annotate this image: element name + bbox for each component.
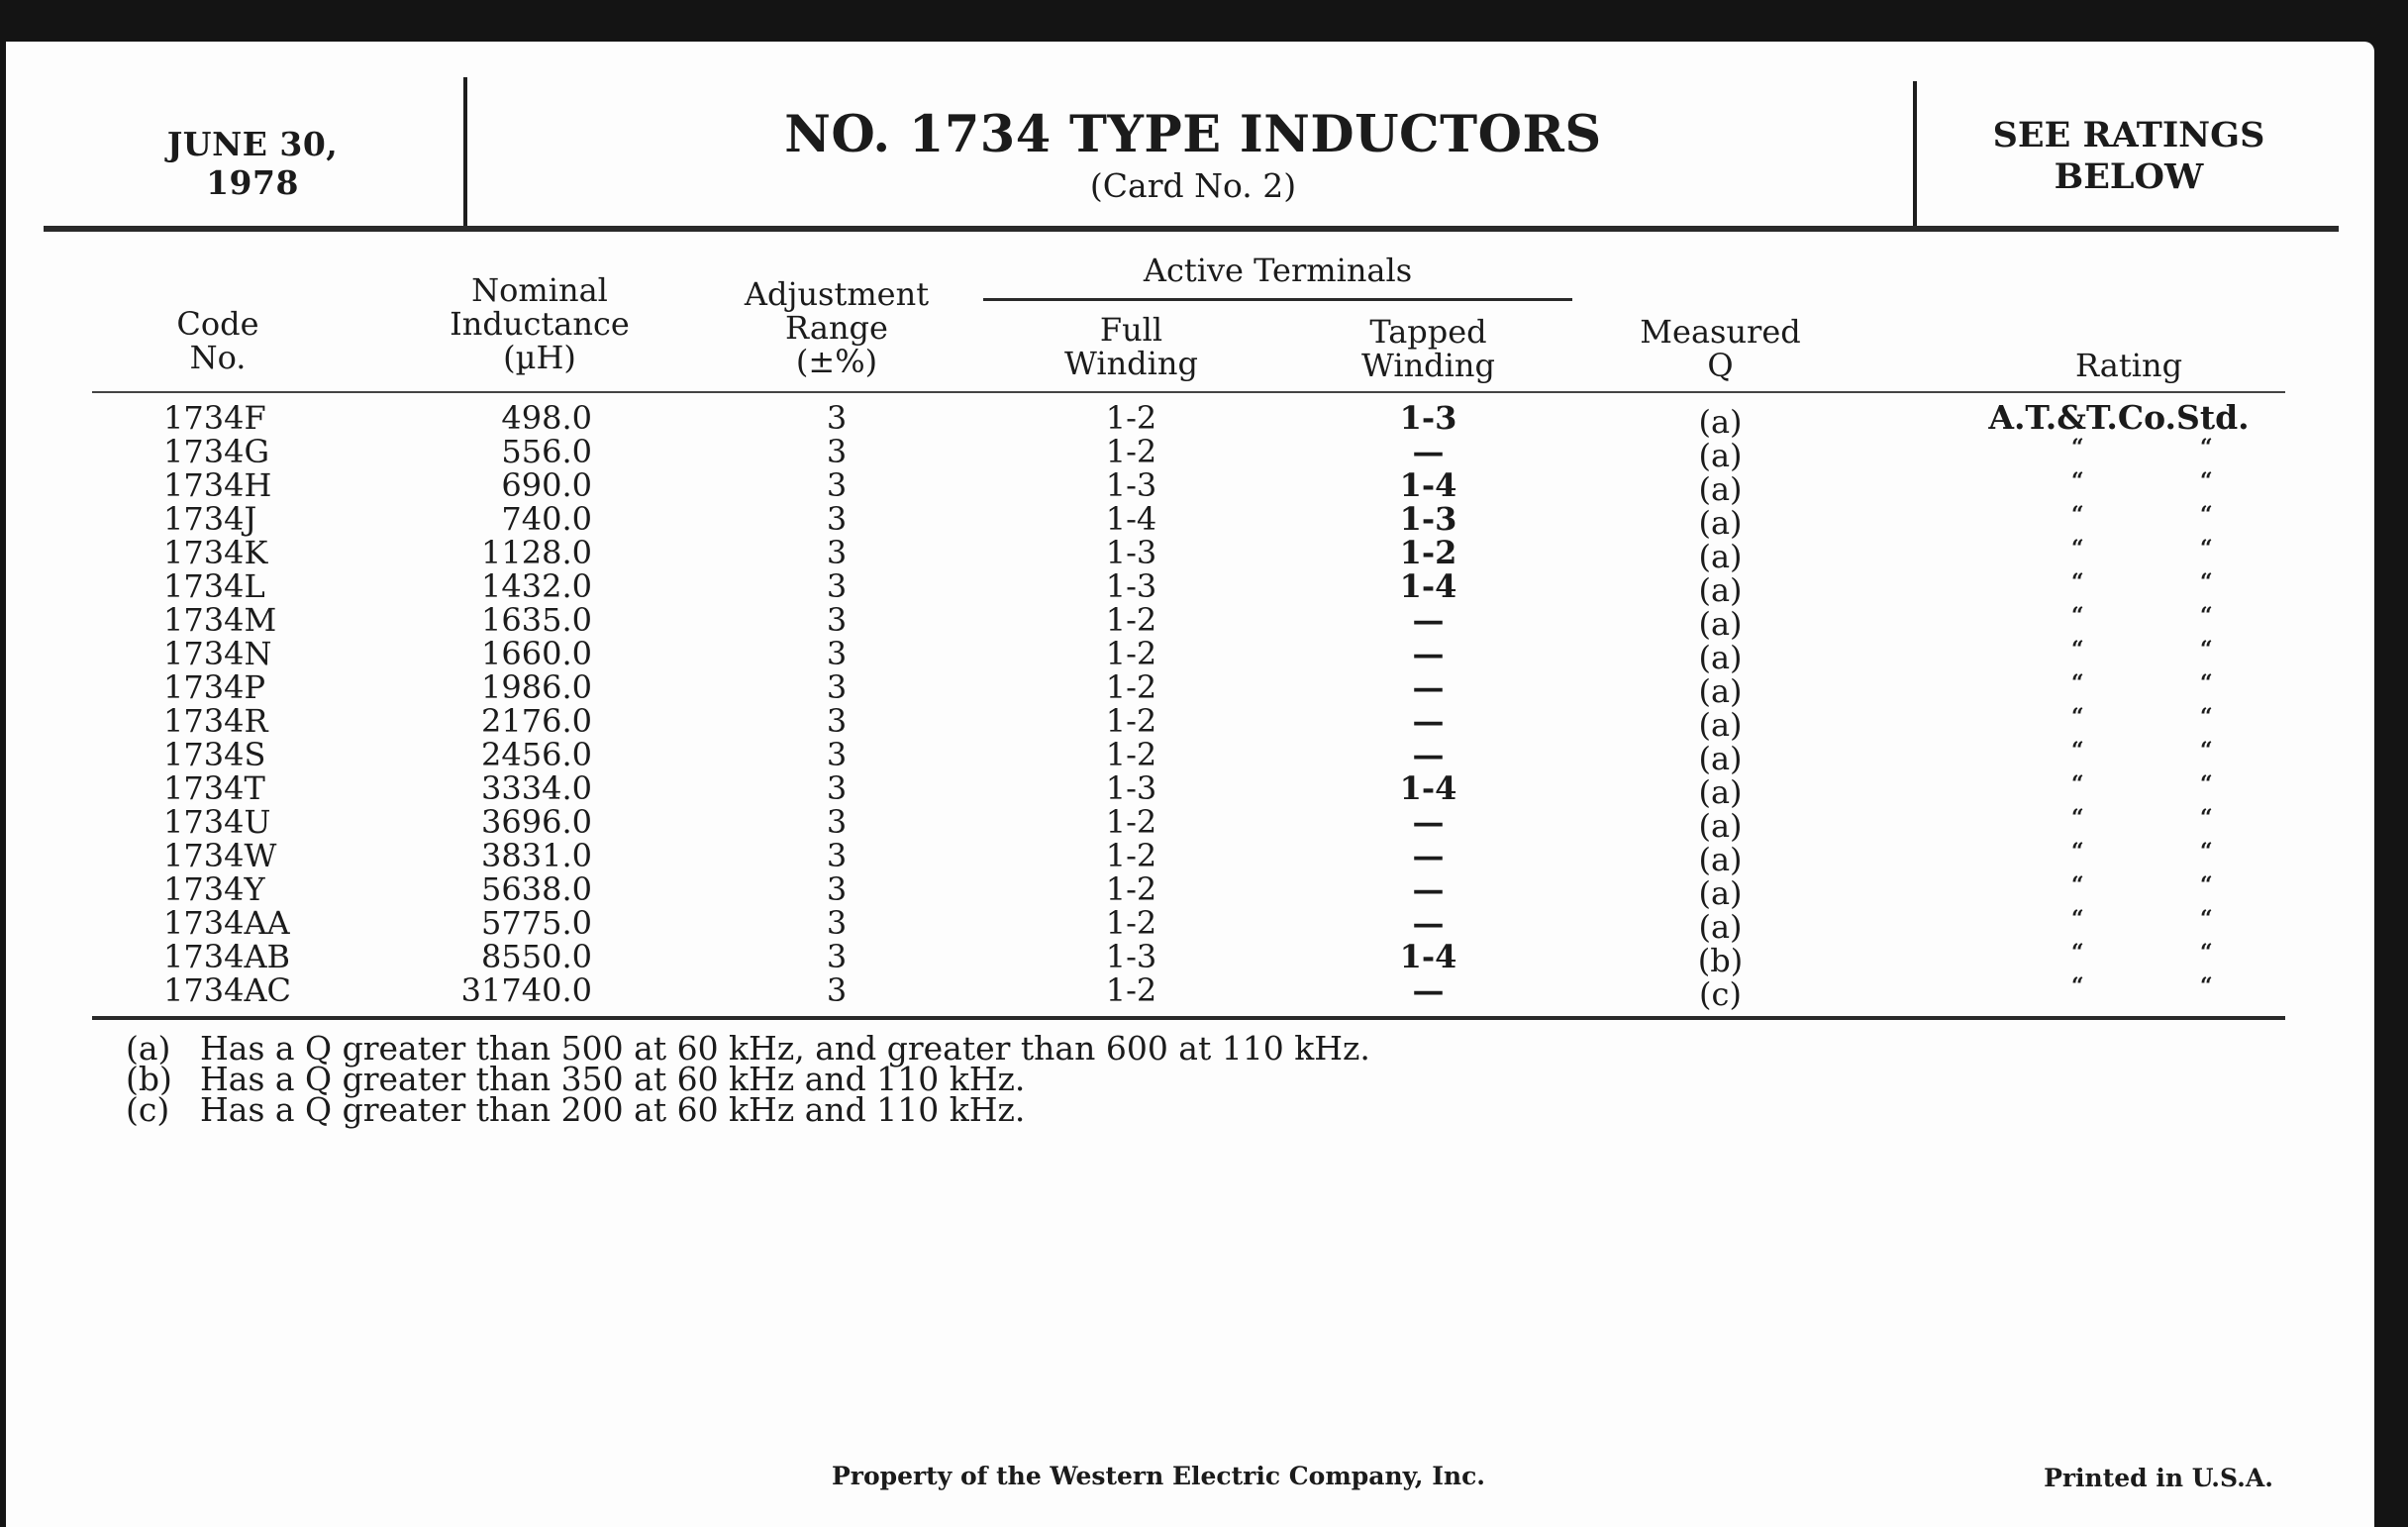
rating-ditto-mark: “ (2071, 872, 2084, 898)
tapped-winding-cell: — (1412, 702, 1445, 740)
measured-q-cell: (a) (1698, 605, 1743, 643)
full-winding-cell: 1-3 (1105, 938, 1157, 975)
measured-q-cell: (a) (1698, 571, 1743, 609)
rating-ditto-mark: “ (2071, 603, 2084, 629)
inductance-cell: 1432.0 (481, 567, 592, 605)
rating-ditto-mark: “ (2200, 468, 2213, 494)
rating-ditto-mark: “ (2071, 536, 2084, 561)
code-cell: 1734T (163, 769, 265, 807)
inductance-cell: 1128.0 (481, 534, 592, 571)
inductance-cell: 1986.0 (481, 668, 592, 706)
adjustment-cell: 3 (826, 601, 848, 639)
inductance-cell: 5775.0 (481, 904, 592, 942)
col-header-inductance (416, 273, 663, 374)
inductance-cell: 3831.0 (481, 837, 592, 874)
inductance-cell: 3696.0 (481, 803, 592, 841)
full-winding-cell: 1-2 (1105, 971, 1157, 1009)
col-header-code-line2: No. (189, 339, 247, 376)
adjustment-cell: 3 (826, 668, 848, 706)
tapped-winding-cell: — (1412, 971, 1445, 1009)
footnote-b-label: (b) (126, 1060, 172, 1098)
table-row (0, 567, 2408, 609)
code-cell: 1734AC (163, 971, 292, 1009)
footnote-c-label: (c) (126, 1090, 170, 1129)
ratings-note-line1: SEE RATINGS (1992, 115, 2265, 155)
rating-ditto-mark: “ (2071, 670, 2084, 696)
tapped-winding-cell: — (1412, 601, 1445, 639)
rating-ditto-mark: “ (2200, 872, 2213, 898)
card-date: JUNE 30, 1978 (166, 125, 339, 202)
header-divider-left (463, 77, 467, 228)
col-header-inductance-line1: Nominal (471, 271, 608, 309)
measured-q-cell: (a) (1698, 470, 1743, 508)
table-row (0, 938, 2408, 979)
rating-ditto-mark: “ (2200, 435, 2213, 460)
table-row (0, 433, 2408, 474)
col-header-q-line1: Measured (1640, 313, 1801, 351)
code-cell: 1734L (163, 567, 265, 605)
measured-q-cell: (a) (1698, 403, 1743, 441)
measured-q-cell: (a) (1698, 504, 1743, 542)
rating-ditto-mark: “ (2071, 637, 2084, 662)
table-row (0, 668, 2408, 710)
col-header-adjustment-line1: Adjustment (744, 275, 930, 313)
inductance-cell: 3334.0 (481, 769, 592, 807)
adjustment-cell: 3 (826, 702, 848, 740)
full-winding-cell: 1-2 (1105, 668, 1157, 706)
col-header-adjustment-line2: Range (785, 309, 888, 347)
table-row (0, 769, 2408, 811)
inductance-cell: 1635.0 (481, 601, 592, 639)
table-row (0, 904, 2408, 946)
col-header-adjustment-line3: (±%) (795, 343, 878, 380)
rating-ditto-mark: “ (2071, 738, 2084, 764)
code-cell: 1734J (163, 500, 257, 538)
table-row (0, 635, 2408, 676)
rating-ditto-mark: “ (2071, 906, 2084, 932)
inductance-cell: 1660.0 (481, 635, 592, 672)
adjustment-cell: 3 (826, 500, 848, 538)
rating-ditto-mark: “ (2200, 771, 2213, 797)
tapped-winding-cell: 1-4 (1399, 466, 1457, 504)
printed-notice: Printed in U.S.A. (2044, 1464, 2273, 1492)
rating-ditto-mark: “ (2071, 771, 2084, 797)
tapped-winding-cell: 1-4 (1399, 567, 1457, 605)
full-winding-cell: 1-2 (1105, 803, 1157, 841)
rating-ditto-mark: “ (2200, 603, 2213, 629)
tapped-winding-cell: — (1412, 904, 1445, 942)
rating-ditto-mark: “ (2071, 435, 2084, 460)
inductance-cell: 690.0 (501, 466, 592, 504)
active-terminals-rule (983, 298, 1572, 301)
code-cell: 1734U (163, 803, 271, 841)
rating-ditto-mark: “ (2200, 906, 2213, 932)
table-row (0, 534, 2408, 575)
table-row (0, 601, 2408, 643)
adjustment-cell: 3 (826, 534, 848, 571)
col-header-full-line1: Full (1099, 311, 1163, 349)
table-row (0, 398, 2408, 441)
table-row (0, 837, 2408, 878)
rating-ditto-mark: “ (2200, 637, 2213, 662)
col-header-inductance-line2: Inductance (450, 305, 630, 343)
measured-q-cell: (a) (1698, 672, 1743, 710)
col-header-full-winding (1050, 313, 1213, 380)
rating-ditto-mark: “ (2200, 704, 2213, 730)
code-cell: 1734Y (163, 870, 265, 908)
rating-ditto-mark: “ (2071, 569, 2084, 595)
tapped-winding-cell: — (1412, 433, 1445, 470)
table-row (0, 870, 2408, 912)
measured-q-cell: (a) (1698, 773, 1743, 811)
rating-ditto-mark: “ (2071, 839, 2084, 865)
table-row (0, 803, 2408, 845)
rating-ditto-mark: “ (2200, 738, 2213, 764)
full-winding-cell: 1-2 (1105, 399, 1157, 437)
measured-q-cell: (a) (1698, 874, 1743, 912)
col-header-full-line2: Winding (1064, 345, 1198, 382)
col-header-rating: Rating (2074, 347, 2183, 384)
adjustment-cell: 3 (826, 803, 848, 841)
full-winding-cell: 1-2 (1105, 601, 1157, 639)
tapped-winding-cell: — (1412, 736, 1445, 773)
adjustment-cell: 3 (826, 399, 848, 437)
footnote-b-text: Has a Q greater than 350 at 60 kHz and 110 kHz. (200, 1060, 1026, 1098)
header-rule (44, 226, 2339, 232)
full-winding-cell: 1-2 (1105, 904, 1157, 942)
inductance-cell: 2456.0 (481, 736, 592, 773)
rating-ditto-mark: “ (2071, 805, 2084, 831)
code-cell: 1734H (163, 466, 272, 504)
adjustment-cell: 3 (826, 567, 848, 605)
full-winding-cell: 1-2 (1105, 702, 1157, 740)
measured-q-cell: (a) (1698, 706, 1743, 744)
col-header-active-terminals: Active Terminals (1143, 252, 1413, 289)
adjustment-cell: 3 (826, 736, 848, 773)
full-winding-cell: 1-2 (1105, 736, 1157, 773)
measured-q-cell: (b) (1697, 942, 1744, 979)
tapped-winding-cell: 1-3 (1399, 399, 1457, 437)
col-header-q-line2: Q (1707, 347, 1734, 384)
full-winding-cell: 1-3 (1105, 567, 1157, 605)
measured-q-cell: (a) (1698, 639, 1743, 676)
rating-ditto-mark: “ (2071, 502, 2084, 528)
code-cell: 1734K (163, 534, 268, 571)
table-row (0, 500, 2408, 542)
col-header-measured-q (1624, 315, 1817, 382)
rating-ditto-mark: “ (2200, 502, 2213, 528)
full-winding-cell: 1-2 (1105, 635, 1157, 672)
measured-q-cell: (a) (1698, 841, 1743, 878)
page-title: NO. 1734 TYPE INDUCTORS (784, 105, 1602, 164)
rating-cell: A.T.&T.Co.Std. (1988, 398, 2250, 437)
tapped-winding-cell: — (1412, 870, 1445, 908)
adjustment-cell: 3 (826, 466, 848, 504)
code-cell: 1734N (163, 635, 272, 672)
inductance-cell: 498.0 (501, 399, 592, 437)
tapped-winding-cell: — (1412, 635, 1445, 672)
measured-q-cell: (a) (1698, 807, 1743, 845)
table-row (0, 466, 2408, 508)
inductance-cell: 2176.0 (481, 702, 592, 740)
table-header-rule (92, 391, 2285, 393)
tapped-winding-cell: 1-4 (1399, 938, 1457, 975)
full-winding-cell: 1-2 (1105, 433, 1157, 470)
card-number: (Card No. 2) (1089, 166, 1297, 205)
rating-ditto-mark: “ (2200, 569, 2213, 595)
full-winding-cell: 1-2 (1105, 870, 1157, 908)
col-header-code (149, 307, 287, 374)
adjustment-cell: 3 (826, 938, 848, 975)
full-winding-cell: 1-3 (1105, 769, 1157, 807)
col-header-tapped-winding (1347, 315, 1510, 382)
code-cell: 1734R (163, 702, 268, 740)
ratings-note-line2: BELOW (2054, 156, 2204, 197)
measured-q-cell: (c) (1699, 975, 1742, 1013)
code-cell: 1734W (163, 837, 277, 874)
tapped-winding-cell: 1-2 (1399, 534, 1457, 571)
adjustment-cell: 3 (826, 433, 848, 470)
adjustment-cell: 3 (826, 837, 848, 874)
rating-ditto-mark: “ (2071, 940, 2084, 966)
full-winding-cell: 1-4 (1105, 500, 1157, 538)
tapped-winding-cell: — (1412, 668, 1445, 706)
rating-ditto-mark: “ (2200, 805, 2213, 831)
adjustment-cell: 3 (826, 769, 848, 807)
property-notice: Property of the Western Electric Company, Inc. (831, 1462, 1485, 1490)
code-cell: 1734G (163, 433, 269, 470)
col-header-tapped-line2: Winding (1361, 347, 1495, 384)
measured-q-cell: (a) (1698, 740, 1743, 777)
col-header-inductance-line3: (µH) (503, 339, 576, 376)
rating-ditto-mark: “ (2071, 973, 2084, 999)
code-cell: 1734F (163, 399, 266, 437)
adjustment-cell: 3 (826, 904, 848, 942)
measured-q-cell: (a) (1698, 538, 1743, 575)
ratings-note (1941, 115, 2317, 198)
tapped-winding-cell: 1-3 (1399, 500, 1457, 538)
code-cell: 1734M (163, 601, 277, 639)
table-row (0, 702, 2408, 744)
rating-ditto-mark: “ (2200, 973, 2213, 999)
inductance-cell: 31740.0 (460, 971, 592, 1009)
measured-q-cell: (a) (1698, 437, 1743, 474)
rating-ditto-mark: “ (2200, 839, 2213, 865)
adjustment-cell: 3 (826, 870, 848, 908)
adjustment-cell: 3 (826, 635, 848, 672)
inductance-cell: 5638.0 (481, 870, 592, 908)
rating-ditto-mark: “ (2071, 468, 2084, 494)
header-divider-right (1913, 81, 1917, 230)
table-row (0, 971, 2408, 1013)
inductance-cell: 556.0 (501, 433, 592, 470)
footnote-c-text: Has a Q greater than 200 at 60 kHz and 110 kHz. (200, 1090, 1026, 1129)
rating-ditto-mark: “ (2200, 536, 2213, 561)
col-header-code-line1: Code (176, 305, 259, 343)
full-winding-cell: 1-2 (1105, 837, 1157, 874)
footnote-a-label: (a) (126, 1029, 171, 1068)
inductance-cell: 8550.0 (481, 938, 592, 975)
rating-ditto-mark: “ (2200, 670, 2213, 696)
rating-ditto-mark: “ (2200, 940, 2213, 966)
code-cell: 1734AA (163, 904, 290, 942)
adjustment-cell: 3 (826, 971, 848, 1009)
tapped-winding-cell: 1-4 (1399, 769, 1457, 807)
full-winding-cell: 1-3 (1105, 534, 1157, 571)
code-cell: 1734AB (163, 938, 291, 975)
footnote-c (126, 1090, 1026, 1129)
tapped-winding-cell: — (1412, 803, 1445, 841)
inductance-cell: 740.0 (501, 500, 592, 538)
rating-ditto-mark: “ (2071, 704, 2084, 730)
table-row (0, 736, 2408, 777)
footnote-a-text: Has a Q greater than 500 at 60 kHz, and greater than 600 at 110 kHz. (200, 1029, 1370, 1068)
tapped-winding-cell: — (1412, 837, 1445, 874)
code-cell: 1734P (163, 668, 265, 706)
col-header-tapped-line1: Tapped (1369, 313, 1487, 351)
full-winding-cell: 1-3 (1105, 466, 1157, 504)
table-bottom-rule (92, 1016, 2285, 1020)
col-header-adjustment (713, 277, 960, 378)
code-cell: 1734S (163, 736, 266, 773)
measured-q-cell: (a) (1698, 908, 1743, 946)
